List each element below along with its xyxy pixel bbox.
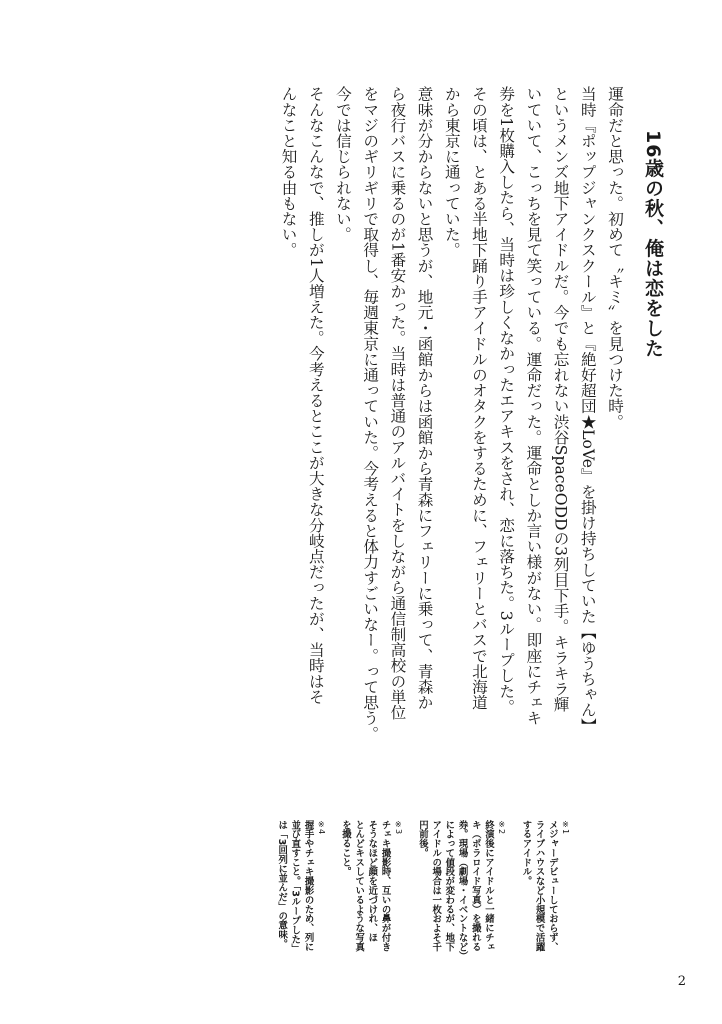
footnote-1	[519, 820, 572, 1010]
footnote-line: ライブハウスなど小規模で活躍	[533, 820, 545, 952]
footnote-line: メジャーデビューしておらず、	[546, 820, 558, 952]
body-line: から東京に通っていた。	[442, 86, 461, 258]
footnote-4	[275, 820, 328, 1010]
body-line: ら夜行バスに乗るのが1番安かった。当時は普通のアルバイトをしながら通信制高校の単位	[388, 86, 407, 720]
chapter-heading: 16歳の秋、俺は恋をした	[642, 130, 664, 359]
footnote-line: 円前後。	[416, 820, 428, 858]
body-line: をマジのギリギリで取得し、毎週東京に通っていた。今考えると体力すごいなー。って思う。	[361, 86, 380, 742]
footnote-line: 終演後にアイドルと一緒にチェ	[482, 820, 494, 952]
footnote-mark: ※1	[561, 820, 570, 835]
paragraph-3	[274, 86, 328, 786]
footnotes	[172, 820, 572, 1010]
paragraph-1	[438, 86, 628, 786]
footnote-line: 券。現場（劇場・イベントなど）	[456, 820, 468, 961]
body-line: 当時『ポップジャンクスクール』と『絶好超団★LoVe』を掛け持ちしていた【ゆうちゃん】	[578, 86, 597, 734]
footnote-line: チェキ撮影時、互いの鼻が付き	[379, 820, 391, 952]
footnote-mark: ※2	[497, 820, 507, 835]
body-line: というメンズ地下アイドルだ。今でも忘れない渋谷SpaceODDの3列目下手。キラキラ輝	[551, 86, 570, 713]
body-line: 券を1枚購入したら、当時は珍しくなかったエアキスをされ、恋に落ちた。3ループした。	[497, 86, 516, 715]
paragraph-2	[329, 86, 438, 786]
footnote-line: を撮ること。	[339, 820, 351, 877]
body-line: 今では信じられない。	[333, 86, 352, 242]
body-line: その頃は、とある半地下踊り手アイドルのオタクをするために、フェリーとバスで北海道	[469, 86, 488, 710]
footnote-mark: ※4	[316, 820, 326, 835]
footnote-line: 並び直すこと。「3ループした」	[289, 820, 301, 954]
footnote-line: は「3回列に並んだ」の意味。	[276, 820, 288, 949]
body-line: いていて、こっちを見て笑っている。運命だった。運命としか言い様がない。即座にチェキ	[524, 86, 543, 726]
footnote-mark: ※3	[393, 820, 403, 835]
footnote-line: によって値段が変わるが、地下	[443, 820, 455, 952]
footnote-line: キ（ポラロイド写真）を撮れる	[469, 820, 481, 952]
body-line: 意味が分からないと思うが、地元・函館からは函館から青森にフェリーに乗って、青森か	[415, 86, 434, 710]
footnote-line: とんどキスしているような写真	[353, 820, 365, 952]
footnote-2	[416, 820, 508, 1010]
body-line: そんなこんなで、推しが1人増えた。今考えるとここが大きな分岐点だったが、当時はそ	[306, 86, 325, 705]
footnote-line: するアイドル。	[520, 820, 532, 886]
footnote-line: アイドルの場合は一枚およそ千	[430, 820, 442, 952]
footnote-line: 握手やチェキ撮影のため、列に	[302, 820, 314, 952]
body-line: んなこと知る由もない。	[279, 86, 298, 258]
footnote-3	[339, 820, 405, 1010]
footnote-line: そうなほど顔を近づけれ、ほ	[366, 820, 378, 943]
body-text	[208, 86, 628, 786]
body-line: 運命だと思った。初めて〝キミ〟を見つけた時。	[606, 86, 624, 430]
page-number: 2	[677, 974, 686, 989]
